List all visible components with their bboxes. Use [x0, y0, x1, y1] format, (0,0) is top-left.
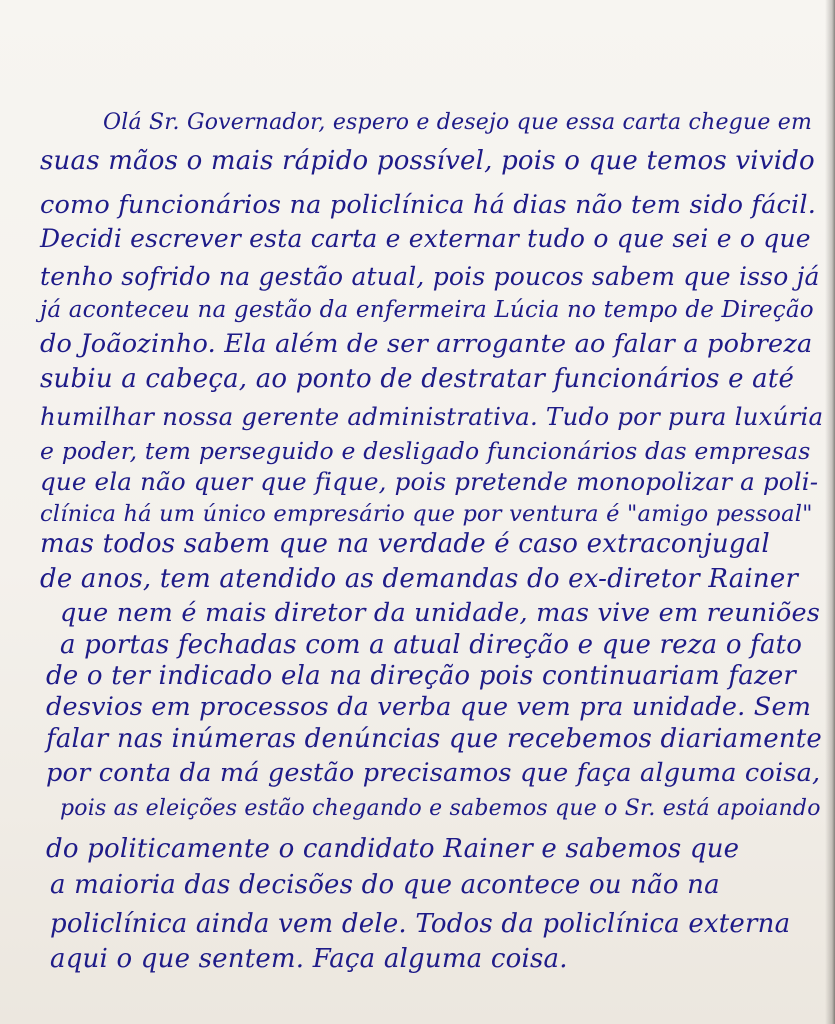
- letter-line-16: a portas fechadas com a atual direção e que reza o fato: [60, 630, 803, 660]
- letter-line-9: humilhar nossa gerente administrativa. Tudo por pura luxúria: [40, 402, 824, 431]
- letter-line-2: suas mãos o mais rápido possível, pois o que temos vivido: [40, 146, 815, 176]
- letter-line-17: de o ter indicado ela na direção pois continuariam fazer: [46, 661, 797, 691]
- letter-line-11: que ela não quer que fique, pois pretende monopolizar a poli-: [40, 467, 819, 496]
- letter-line-19: falar nas inúmeras denúncias que recebemos diariamente: [46, 724, 822, 754]
- letter-line-8: subiu a cabeça, ao ponto de destratar funcionários e até: [40, 364, 795, 394]
- letter-line-4: Decidi escrever esta carta e externar tudo o que sei e o que: [40, 224, 811, 253]
- letter-line-6: já aconteceu na gestão da enfermeira Lúcia no tempo de Direção: [40, 297, 814, 323]
- letter-line-5: tenho sofrido na gestão atual, pois poucos sabem que isso já: [40, 262, 820, 291]
- letter-line-7: do Joãozinho. Ela além de ser arrogante ao falar a pobreza: [40, 329, 813, 359]
- letter-line-22: do politicamente o candidato Rainer e sabemos que: [46, 834, 740, 864]
- letter-line-21: pois as eleições estão chegando e sabemos que o Sr. está apoiando: [60, 796, 821, 821]
- letter-line-18: desvios em processos da verba que vem pra unidade. Sem: [46, 692, 812, 722]
- letter-line-10: e poder, tem perseguido e desligado funcionários das empresas: [40, 437, 811, 465]
- letter-line-13: mas todos sabem que na verdade é caso extraconjugal: [40, 529, 770, 559]
- letter-line-3: como funcionários na policlínica há dias não tem sido fácil.: [40, 190, 817, 220]
- letter-line-15: que nem é mais diretor da unidade, mas vive em reuniões: [60, 598, 821, 628]
- letter-line-1: Olá Sr. Governador, espero e desejo que essa carta chegue em: [103, 110, 813, 135]
- letter-line-23: a maioria das decisões do que acontece ou não na: [50, 870, 720, 900]
- letter-line-24: policlínica ainda vem dele. Todos da policlínica externa: [50, 909, 791, 939]
- letter-line-12: clínica há um único empresário que por ventura é "amigo pessoal": [40, 501, 813, 527]
- letter-line-14: de anos, tem atendido as demandas do ex-diretor Rainer: [40, 564, 799, 594]
- letter-line-20: por conta da má gestão precisamos que faça alguma coisa,: [46, 758, 821, 788]
- page-binding-shadow: [825, 0, 835, 1024]
- letter-line-25: aqui o que sentem. Faça alguma coisa.: [50, 944, 568, 974]
